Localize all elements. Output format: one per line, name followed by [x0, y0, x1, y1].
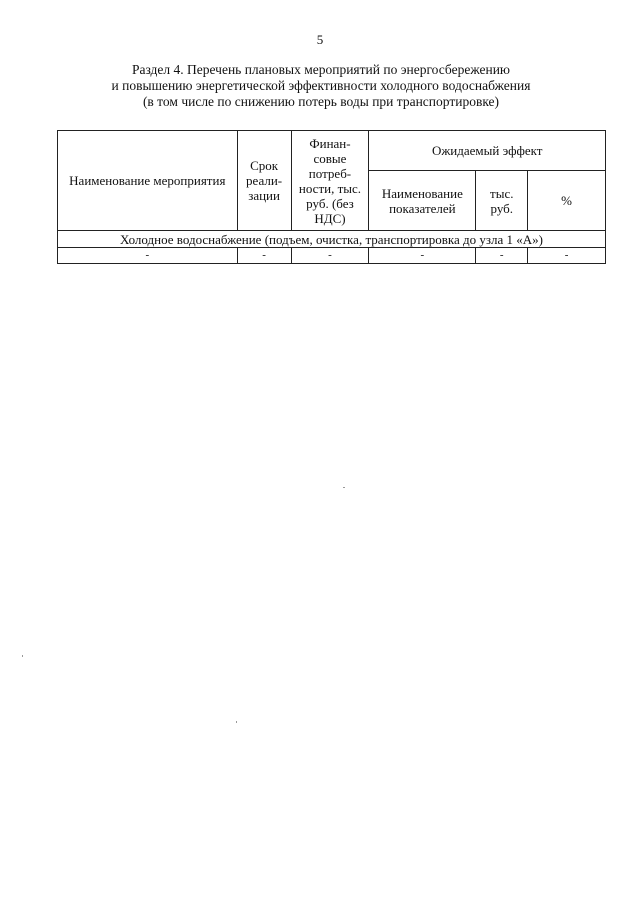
measures-table — [57, 130, 606, 264]
section-title — [60, 62, 582, 110]
scan-speck — [236, 721, 237, 723]
table-cell: - — [476, 248, 528, 264]
header-expected-effect: Ожидаемый эффект — [369, 131, 606, 171]
header-indicator-name: Наименование показателей — [369, 171, 476, 231]
table-row — [58, 248, 606, 264]
section-row: Холодное водоснабжение (подъем, очистка, транспортировка до узла 1 «А») — [58, 231, 606, 248]
table-cell: - — [528, 248, 606, 264]
header-thousand-rub: тыс. руб. — [476, 171, 528, 231]
title-line-2: и повышению энергетической эффективности холодного водоснабжения — [111, 78, 531, 93]
page-number: 5 — [316, 32, 324, 47]
table-cell: - — [369, 248, 476, 264]
table-cell: - — [291, 248, 369, 264]
table-cell: - — [237, 248, 291, 264]
scan-speck — [343, 487, 345, 488]
title-line-1: Раздел 4. Перечень плановых мероприятий по энергосбережению — [131, 62, 511, 77]
title-line-3: (в том числе по снижению потерь воды при транспортировке) — [142, 94, 500, 109]
scan-speck — [22, 655, 23, 657]
table-cell: - — [58, 248, 238, 264]
header-finance: Финан-совые потреб-ности, тыс. руб. (без НДС) — [291, 131, 369, 231]
header-period: Срок реали-зации — [237, 131, 291, 231]
header-percent: % — [528, 171, 606, 231]
header-event-name: Наименование мероприятия — [58, 131, 238, 231]
